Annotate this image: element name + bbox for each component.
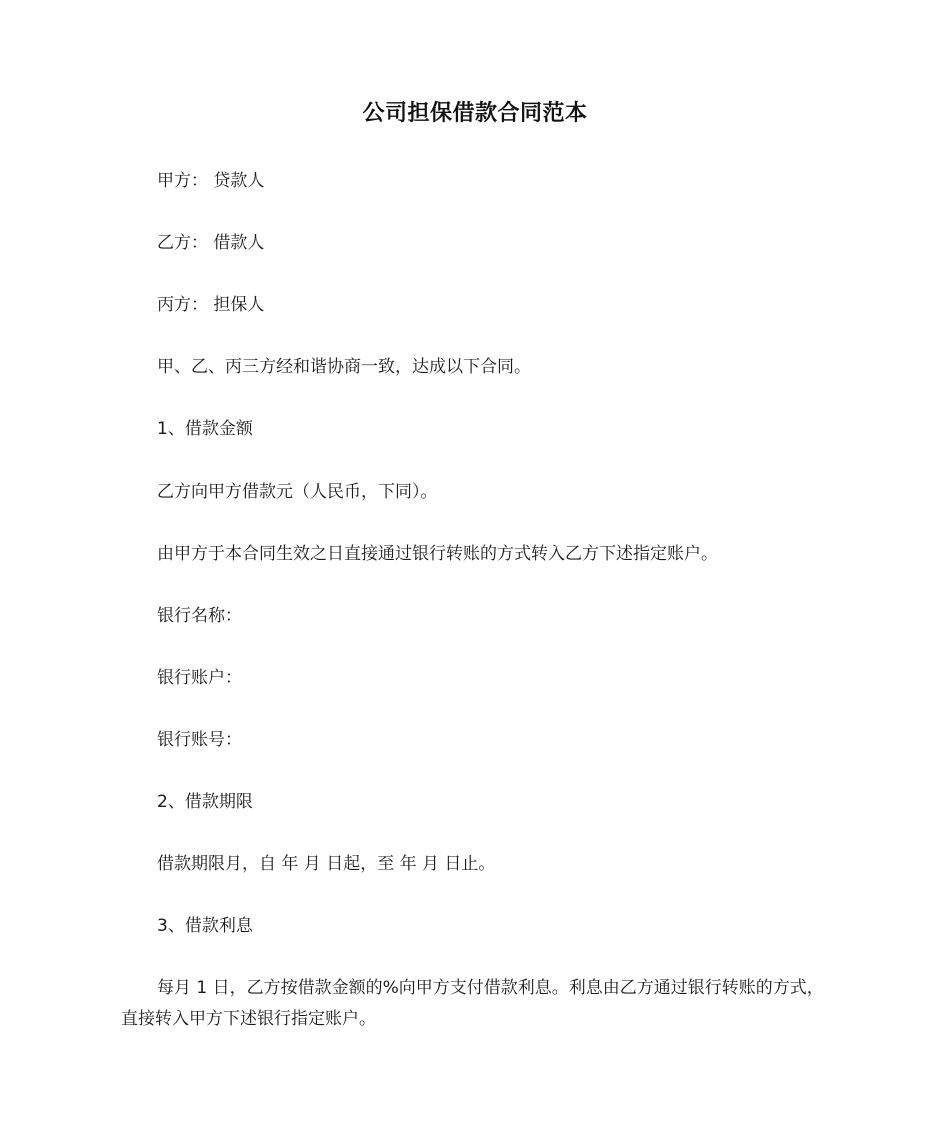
section-3-heading: 3、借款利息 xyxy=(157,916,253,936)
transfer-text: 由甲方于本合同生效之日直接通过银行转账的方式转入乙方下述指定账户。 xyxy=(157,544,718,564)
party-b-line: 乙方： 借款人 xyxy=(157,233,265,253)
section-2-heading: 2、借款期限 xyxy=(157,792,253,812)
bank-account-field: 银行账户： xyxy=(157,668,242,688)
loan-term-text: 借款期限月，自 年 月 日起，至 年 月 日止。 xyxy=(157,854,496,874)
agreement-intro: 甲、乙、丙三方经和谐协商一致，达成以下合同。 xyxy=(157,357,531,377)
bank-name-field: 银行名称： xyxy=(157,606,242,626)
interest-paragraph: 每月 1 日，乙方按借款金额的%向甲方支付借款利息。利息由乙方通过银行转账的方式，直接转入甲方下述银行指定账户。 xyxy=(121,978,824,1029)
party-a-line: 甲方： 贷款人 xyxy=(157,171,265,191)
party-c-line: 丙方： 担保人 xyxy=(157,295,265,315)
document-title: 公司担保借款合同范本 xyxy=(362,101,588,126)
section-1-heading: 1、借款金额 xyxy=(157,419,253,439)
loan-amount-text: 乙方向甲方借款元（人民币，下同）。 xyxy=(157,482,438,502)
bank-number-field: 银行账号： xyxy=(157,730,242,750)
